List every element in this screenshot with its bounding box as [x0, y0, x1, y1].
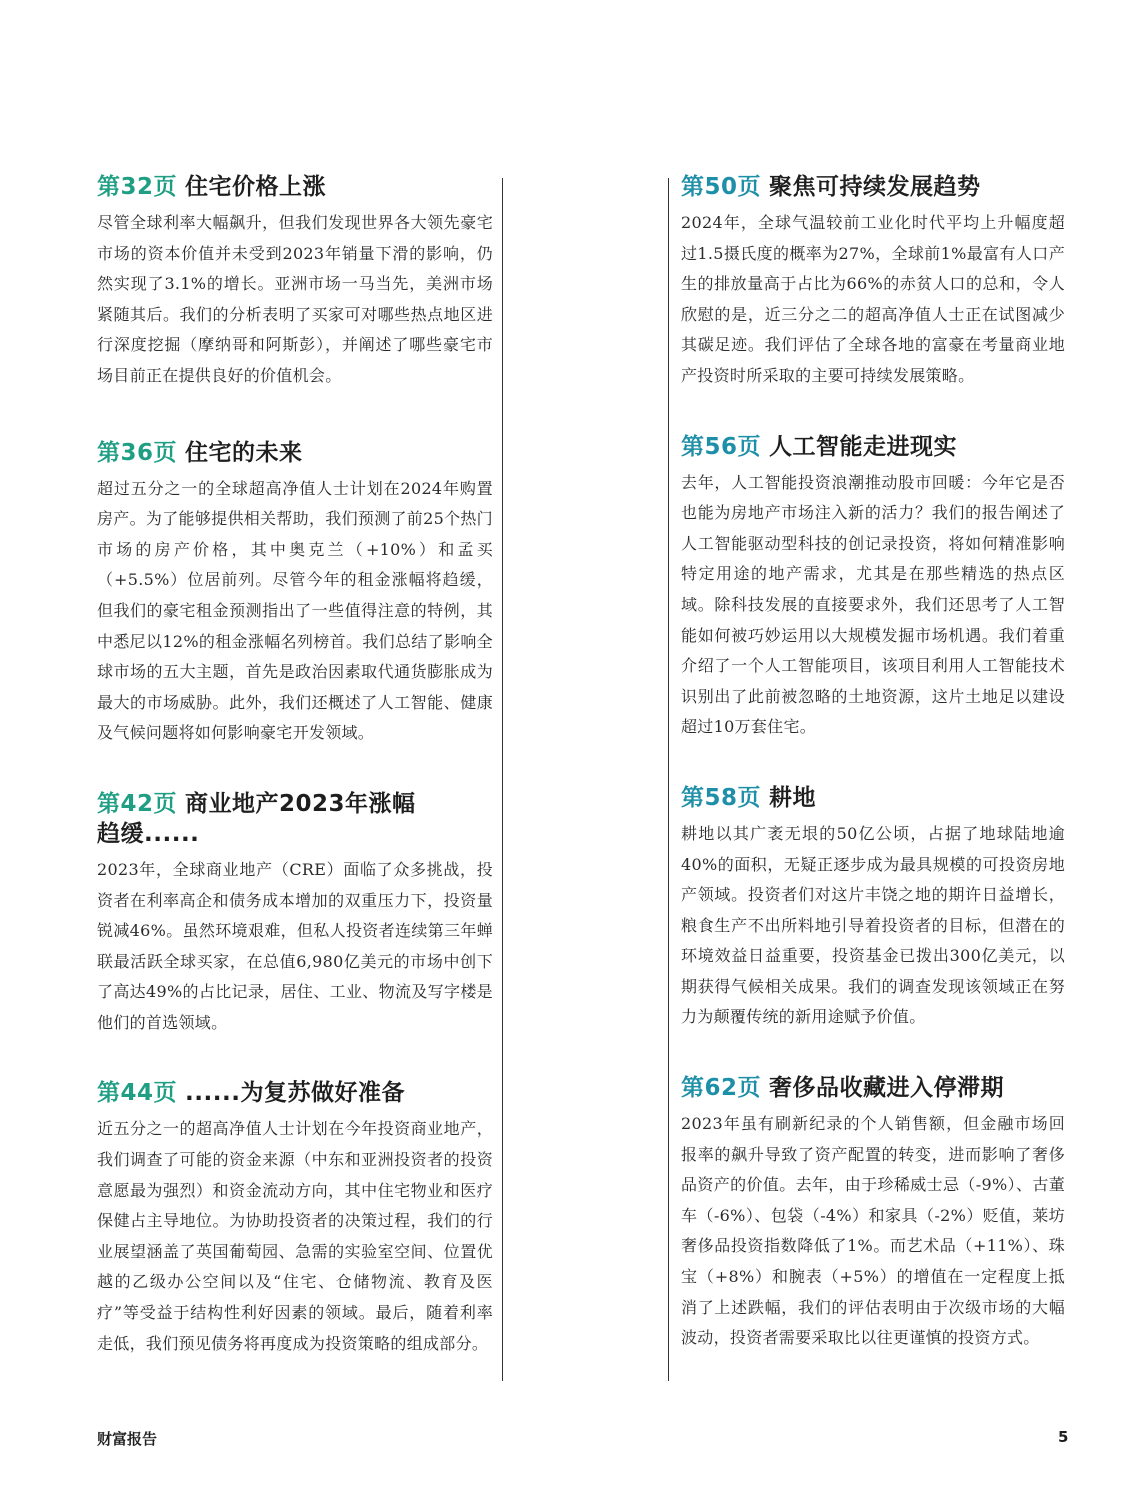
section-page-label: 第62页	[681, 1075, 762, 1102]
section-title: 耕地	[769, 784, 817, 811]
section-page-62	[681, 1073, 1065, 1354]
section-body: 尽管全球利率大幅飙升，但我们发现世界各大领先豪宅市场的资本价值并未受到2023年销量下滑的影响，仍然实现了3.1%的增长。亚洲市场一马当先，美洲市场紧随其后。我们的分析表明了买家可对哪些热点地区进行深度挖掘（摩纳哥和阿斯彭），并阐述了哪些豪宅市场目前正在提供良好的价值机会。	[97, 213, 493, 385]
section-body: 耕地以其广袤无垠的50亿公顷，占据了地球陆地逾40%的面积，无疑正逐步成为最具规模的可投资房地产领域。投资者们对这片丰饶之地的期许日益增长，粮食生产不出所料地引导着投资者的目标，但潜在的环境效益日益重要，投资基金已拨出300亿美元，以期获得气候相关成果。我们的调查发现该领域正在努力为颠覆传统的新用途赋予价值。	[681, 823, 1065, 1027]
section-page-32	[97, 172, 493, 392]
footer-page-number: 5	[1058, 1428, 1069, 1446]
section-heading	[681, 172, 1065, 202]
section-title: ......为复苏做好准备	[185, 1080, 405, 1107]
section-title: 住宅价格上涨	[185, 174, 327, 200]
section-page-label: 第44页	[97, 1080, 178, 1107]
section-body: 去年，人工智能投资浪潮推动股市回暖：今年它是否也能为房地产市场注入新的活力？我们的报告阐述了人工智能驱动型科技的创记录投资，将如何精准影响特定用途的地产需求，尤其是在那些精选的热点区域。除科技发展的直接要求外，我们还思考了人工智能如何被巧妙运用以大规模发掘市场机遇。我们着重介绍了一个人工智能项目，该项目利用人工智能技术识别出了此前被忽略的土地资源，这片土地足以建设超过10万套住宅。	[681, 472, 1065, 737]
section-page-label: 第42页	[97, 790, 178, 817]
section-page-label: 第36页	[97, 439, 178, 466]
section-title: 住宅的未来	[185, 439, 303, 466]
section-body: 超过五分之一的全球超高净值人士计划在2024年购置房产。为了能够提供相关帮助，我们预测了前25个热门市场的房产价格，其中奥克兰（+10%）和孟买（+5.5%）位居前列。尽管今年的租金涨幅将趋缓，但我们的豪宅租金预测指出了一些值得注意的特例，其中悉尼以12%的租金涨幅名列榜首。我们总结了影响全球市场的五大主题，首先是政治因素取代通货膨胀成为最大的市场威胁。此外，我们还概述了人工智能、健康及气候问题将如何影响豪宅开发领域。	[97, 478, 493, 743]
section-page-50	[681, 172, 1065, 392]
section-page-label: 第32页	[97, 174, 178, 200]
left-column	[97, 172, 493, 1359]
section-page-label: 第56页	[681, 433, 762, 460]
section-page-label: 第58页	[681, 784, 762, 811]
section-heading	[681, 432, 1065, 462]
section-heading	[97, 1078, 493, 1108]
section-page-42	[97, 789, 493, 1039]
section-page-56	[681, 432, 1065, 743]
footer-report-title: 财富报告	[97, 1430, 158, 1448]
section-page-58	[681, 783, 1065, 1033]
section-body: 2023年，全球商业地产（CRE）面临了众多挑战，投资者在利率高企和债务成本增加的双重压力下，投资量锐减46%。虽然环境艰难，但私人投资者连续第三年蝉联最活跃全球买家，在总值6,980亿美元的市场中创下了高达49%的占比记录，居住、工业、物流及写字楼是他们的首选领域。	[97, 859, 493, 1032]
section-heading	[681, 783, 1065, 813]
section-title: 商业地产2023年涨幅趋缓......	[97, 790, 416, 847]
section-body: 2023年虽有刷新纪录的个人销售额，但金融市场回报率的飙升导致了资产配置的转变，进而影响了奢侈品资产的价值。去年，由于珍稀威士忌（-9%）、古董车（-6%）、包袋（-4%）和家具（-2%）贬值，莱坊奢侈品投资指数降低了1%。而艺术品（+11%）、珠宝（+8%）和腕表（+5%）的增值在一定程度上抵消了上述跌幅，我们的评估表明由于次级市场的大幅波动，投资者需要采取比以往更谨慎的投资方式。	[681, 1114, 1065, 1348]
section-body: 近五分之一的超高净值人士计划在今年投资商业地产，我们调查了可能的资金来源（中东和亚洲投资者的投资意愿最为强烈）和资金流动方向，其中住宅物业和医疗保健占主导地位。为协助投资者的决策过程，我们的行业展望涵盖了英国葡萄园、急需的实验室空间、位置优越的乙级办公空间以及“住宅、仓储物流、教育及医疗”等受益于结构性利好因素的领域。最后，随着利率走低，我们预见债务将再度成为投资策略的组成部分。	[97, 1119, 493, 1353]
section-page-label: 第50页	[681, 174, 762, 200]
column-divider-right	[668, 178, 669, 1381]
section-heading	[97, 438, 493, 468]
section-title: 聚焦可持续发展趋势	[769, 174, 981, 200]
section-title: 人工智能走进现实	[769, 433, 958, 460]
section-body: 2024年，全球气温较前工业化时代平均上升幅度超过1.5摄氏度的概率为27%，全球前1%最富有人口产生的排放量高于占比为66%的赤贫人口的总和，令人欣慰的是，近三分之二的超高净值人士正在试图减少其碳足迹。我们评估了全球各地的富豪在考量商业地产投资时所采取的主要可持续发展策略。	[681, 213, 1065, 385]
section-title: 奢侈品收藏进入停滞期	[769, 1075, 1005, 1102]
section-heading	[97, 172, 493, 202]
section-page-44	[97, 1078, 493, 1359]
section-heading	[97, 789, 417, 849]
right-column	[681, 172, 1065, 1354]
section-heading	[681, 1073, 1065, 1103]
column-divider-left	[502, 178, 503, 1381]
section-page-36	[97, 438, 493, 749]
